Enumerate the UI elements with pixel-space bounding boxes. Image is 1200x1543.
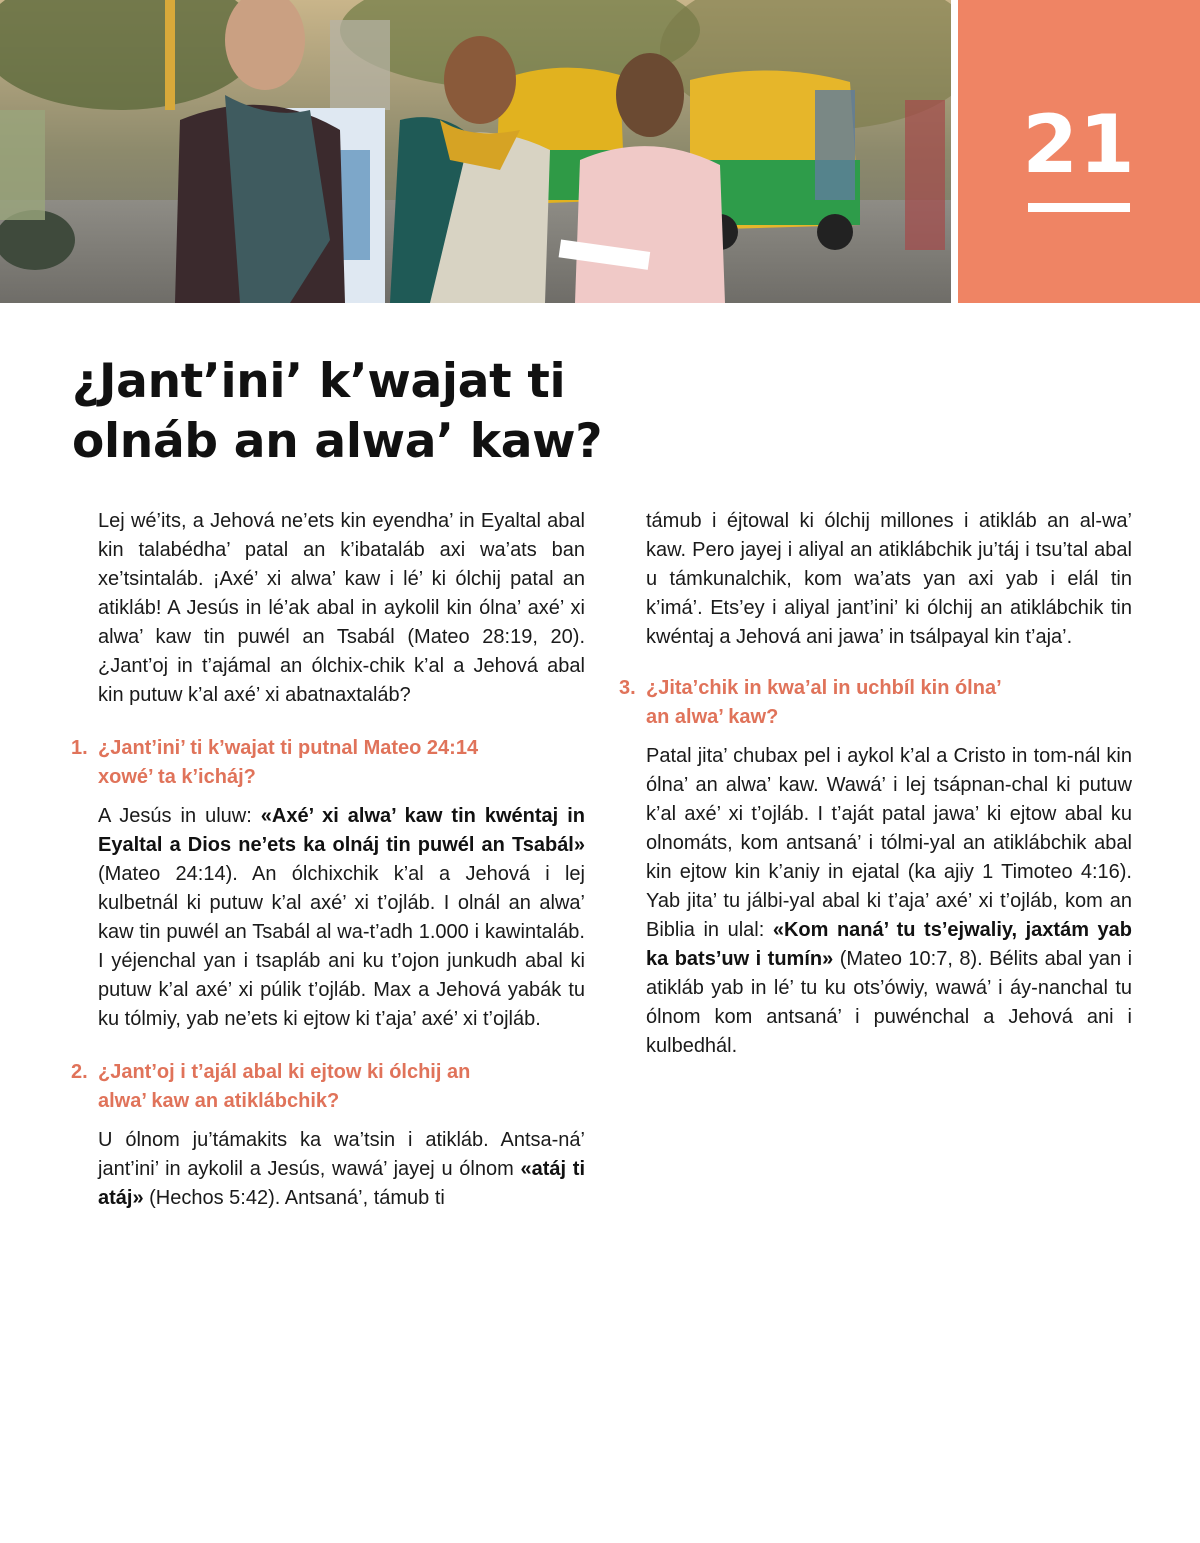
title-line-2: olnáb an alwa’ kaw? — [72, 414, 603, 469]
section-number: 1. — [71, 737, 88, 759]
paragraph-text: U ólnom ju’támakits ka wa’tsin i atikláb. Antsa-ná’ jant’ini’ in aykolil a Jesús, wawá’ jayej u ólnom — [98, 1129, 585, 1180]
paragraph-text: A Jesús in uluw: — [98, 805, 261, 827]
scripture-quote: «Axé’ xi alwa’ kaw tin kwéntaj in Eyaltal a Dios ne’ets ka olnáj tin puwél an Tsabál» — [98, 805, 586, 856]
section-number: 2. — [71, 1061, 88, 1083]
heading-line: an alwa’ kaw? — [646, 706, 779, 728]
right-column — [619, 507, 1133, 1061]
scripture-quote: «atáj ti atáj» — [98, 1158, 586, 1209]
section-heading-2 — [71, 1058, 585, 1116]
scripture-quote: «Kom naná’ tu ts’ejwaliy, jaxtám yab ka bats’uw i tumín» — [646, 919, 1132, 970]
heading-line: ¿Jant’oj i t’ajál abal ki ejtow ki ólchij an — [98, 1061, 471, 1083]
chapter-underline — [1028, 203, 1130, 212]
section-number: 3. — [619, 677, 636, 699]
paragraph-text: (Hechos 5:42). Antsaná’, támub ti — [143, 1187, 445, 1209]
page-title — [72, 352, 772, 472]
paragraph-text: (Mateo 24:14). An ólchixchik k’al a Jehová i lej kulbetnál ki putuw k’al axé’ xi t’ojláb. I olnál an alwa’ kaw tin puwél an Tsabál al wa-t’adh 1.000 i kawintaláb. I yéjenchal yan i tsapláb ani ku t’ojon junkudh abal ki putuw k’al axé’ xi púlik t’ojláb. Max a Jehová yabák tu ku tólmiy, yab ne’ets ki ejtow ki t’aja’ axé’ xi t’ojláb. — [98, 863, 585, 1030]
header-photo — [0, 0, 951, 303]
section-heading-1 — [71, 734, 585, 792]
paragraph-text: (Mateo 10:7, 8). Bélits abal yan i atikláb yab in lé’ tu ku ots’ówiy, wawá’ i áy-nanchal tu ólnom kom antsaná’ i puwénchal a Jehová ani i kulbedhál. — [646, 948, 1133, 1057]
heading-line: alwa’ kaw an atiklábchik? — [98, 1090, 340, 1112]
street-scene-illustration — [0, 0, 951, 303]
left-column — [71, 507, 586, 1213]
heading-line: ¿Jita’chik in kwa’al in uchbíl kin ólna’ — [646, 677, 1002, 699]
section-paragraph-1 — [98, 802, 585, 1034]
paragraph-text: Patal jita’ chubax pel i aykol k’al a Cristo in tom-nál kin ólna’ an alwa’ kaw. Wawá’ i lej tsápnan-chal ki putuw k’al axé’ xi t’ojláb. I t’aját patal jawa’ ki ejtow abal ku olnomáts, kom antsaná’ i tólmi-yal an atiklábchik abal kin ejtow kin k’aniy in ejatal (ka ajiy 1 Timoteo 4:16). Yab jita’ tu jálbi-yal abal ki t’aja’ axé’ xi t’ojláb, kom an Biblia in ulal: — [646, 745, 1132, 941]
section-paragraph-2-continued: támub i éjtowal ki ólchij millones i atikláb an al-wa’ kaw. Pero jayej i aliyal an atiklábchik ju’táj i tsu’tal abal u támkunalchik, kom wa’ats yan axi yab i elál tin k’imá’. Ets’ey i aliyal jant’ini’ ki ólchij an atiklábchik tin kwéntaj a Jehová ani jawa’ in tsálpayal kin t’aja’. — [646, 510, 1132, 648]
section-heading-3 — [619, 674, 1132, 732]
section-paragraph-3 — [646, 742, 1132, 1061]
chapter-badge — [958, 0, 1200, 303]
intro-paragraph: Lej wé’its, a Jehová ne’ets kin eyendha’ in Eyaltal abal kin talabédha’ patal an k’ibataláb axi wa’ats ban xe’tsintaláb. ¡Axé’ xi alwa’ kaw i lé’ ki ólchij patal an atikláb! A Jesús in lé’ak abal in aykolil kin ólna’ axé’ xi alwa’ kaw tin puwél an Tsabál (Mateo 28:19, 20). ¿Jant’oj in t’ajámal an ólchix-chik k’al a Jehová abal kin putuw k’al axé’ xi abatnaxtaláb? — [98, 510, 585, 706]
heading-line: xowé’ ta k’icháj? — [98, 766, 256, 788]
chapter-number: 21 — [1022, 98, 1136, 191]
section-paragraph-2 — [98, 1126, 585, 1213]
heading-line: ¿Jant’ini’ ti k’wajat ti putnal Mateo 24:14 — [98, 737, 479, 759]
title-line-1: ¿Jant’ini’ k’wajat ti — [72, 354, 566, 409]
